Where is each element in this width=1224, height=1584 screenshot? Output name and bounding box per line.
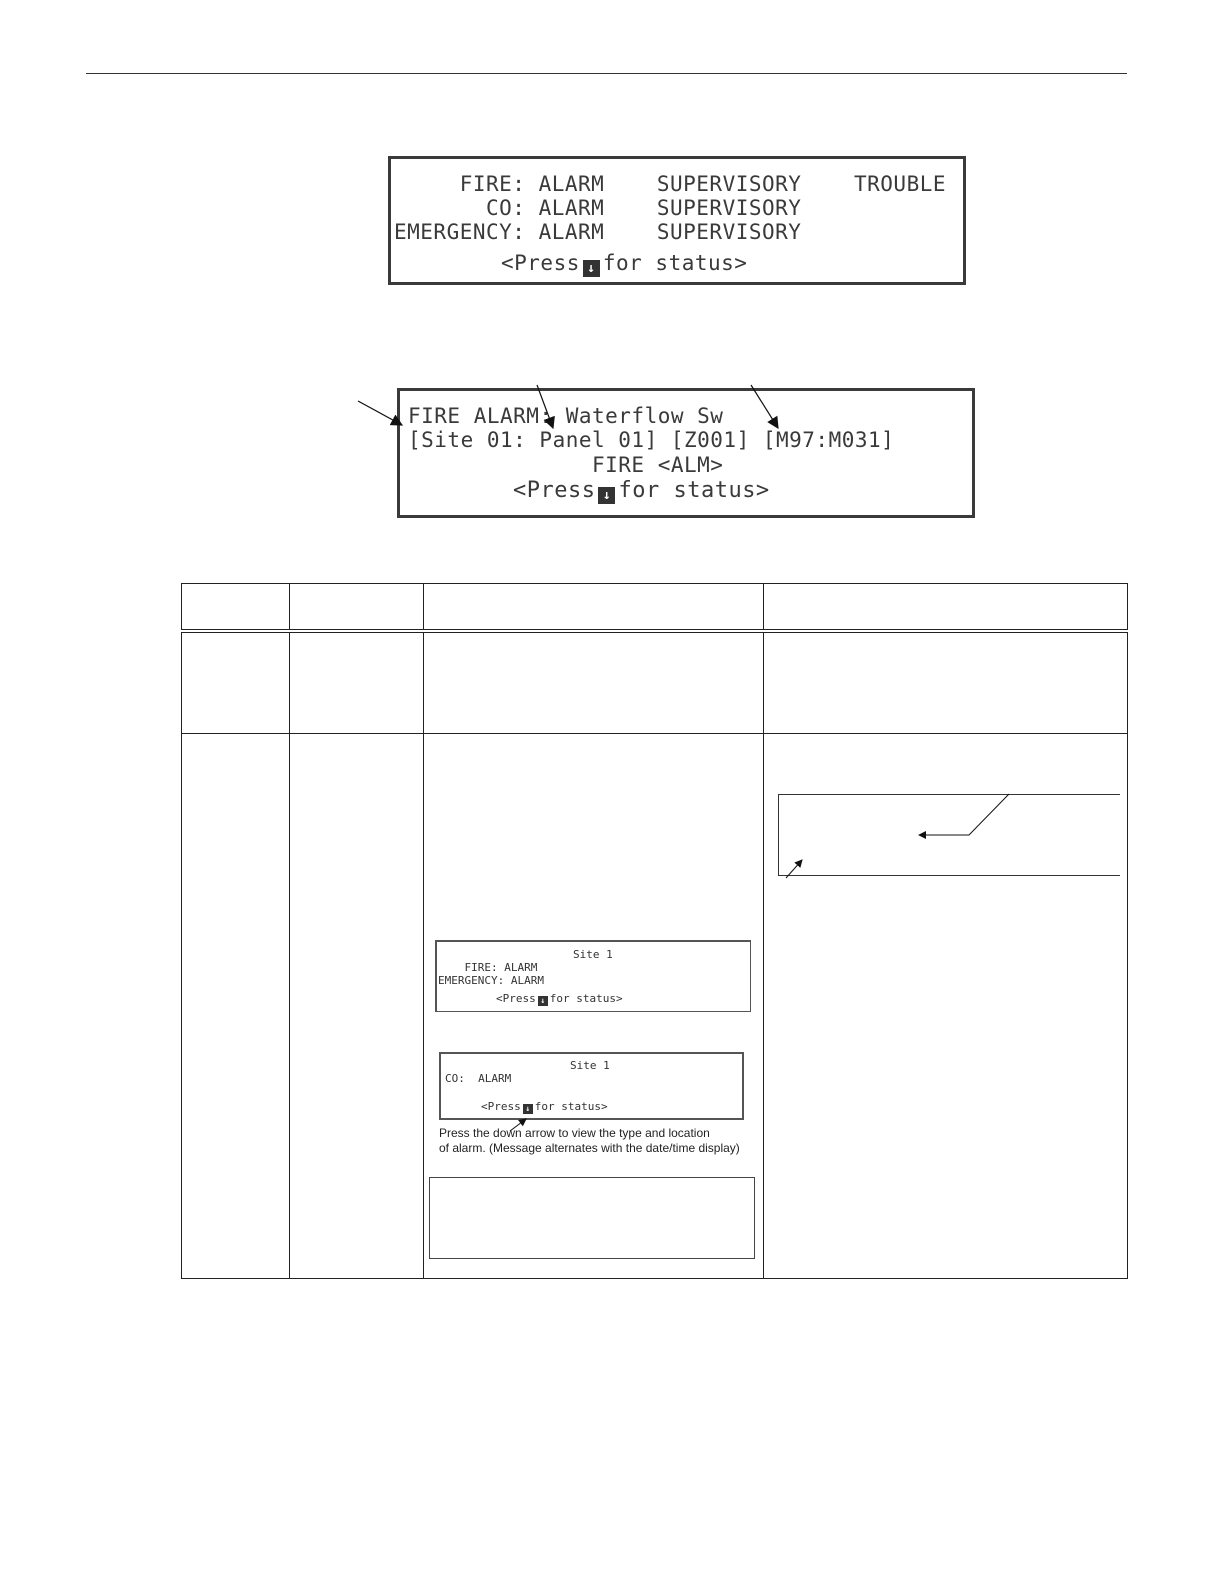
- mini-lcd-press-prompt: <Press ↓ for status>: [496, 992, 623, 1005]
- lcd-line-fire: FIRE: ALARM SUPERVISORY TROUBLE: [394, 172, 947, 196]
- lcd-line-location: [Site 01: Panel 01] [Z001] [M97:M031]: [408, 428, 895, 452]
- table-header-cell: [182, 584, 290, 632]
- mini-lcd-line-fire: FIRE: ALARM: [438, 961, 538, 974]
- callout-arrow-left: [358, 401, 402, 425]
- table-header-cell: [290, 584, 424, 632]
- down-arrow-key-icon: ↓: [523, 1104, 533, 1114]
- mini-lcd-line-emergency: EMERGENCY: ALARM: [438, 974, 544, 987]
- table-row: [182, 734, 1128, 1279]
- down-arrow-key-icon: ↓: [538, 996, 548, 1006]
- caption-line-1: Press the down arrow to view the type and location: [439, 1126, 710, 1140]
- mini-lcd-title: Site 1: [570, 1059, 610, 1072]
- down-arrow-key-icon: ↓: [583, 260, 600, 277]
- lcd-line-alarm-type: FIRE ALARM: Waterflow Sw: [408, 404, 724, 428]
- mini-lcd-title: Site 1: [573, 948, 613, 961]
- procedure-table: [181, 583, 1128, 1279]
- callout-arrows: [0, 0, 1224, 600]
- callout-arrow-middle: [537, 385, 553, 428]
- mini-lcd-press-prompt: <Press ↓ for status>: [481, 1100, 608, 1113]
- lcd-line-status: FIRE <ALM>: [592, 453, 724, 477]
- lcd-press-prompt-2: <Press ↓ for status>: [513, 478, 770, 503]
- table-header-row: [182, 584, 1128, 632]
- callout-box-arrows: [764, 734, 1128, 934]
- lcd-line-co: CO: ALARM SUPERVISORY: [394, 196, 802, 220]
- caption-line-2: of alarm. (Message alternates with the date/time display): [439, 1141, 740, 1155]
- lcd-press-prompt: <Press ↓ for status>: [501, 251, 748, 276]
- callout-arrow-right: [751, 385, 778, 428]
- down-arrow-key-icon: ↓: [598, 487, 615, 504]
- table-header-cell: [424, 584, 764, 632]
- table-header-cell: [764, 584, 1128, 632]
- note-box: [429, 1177, 755, 1259]
- table-row: [182, 631, 1128, 734]
- lcd-line-emergency: EMERGENCY: ALARM SUPERVISORY: [394, 220, 802, 244]
- mini-lcd-line-co: CO: ALARM: [445, 1072, 512, 1085]
